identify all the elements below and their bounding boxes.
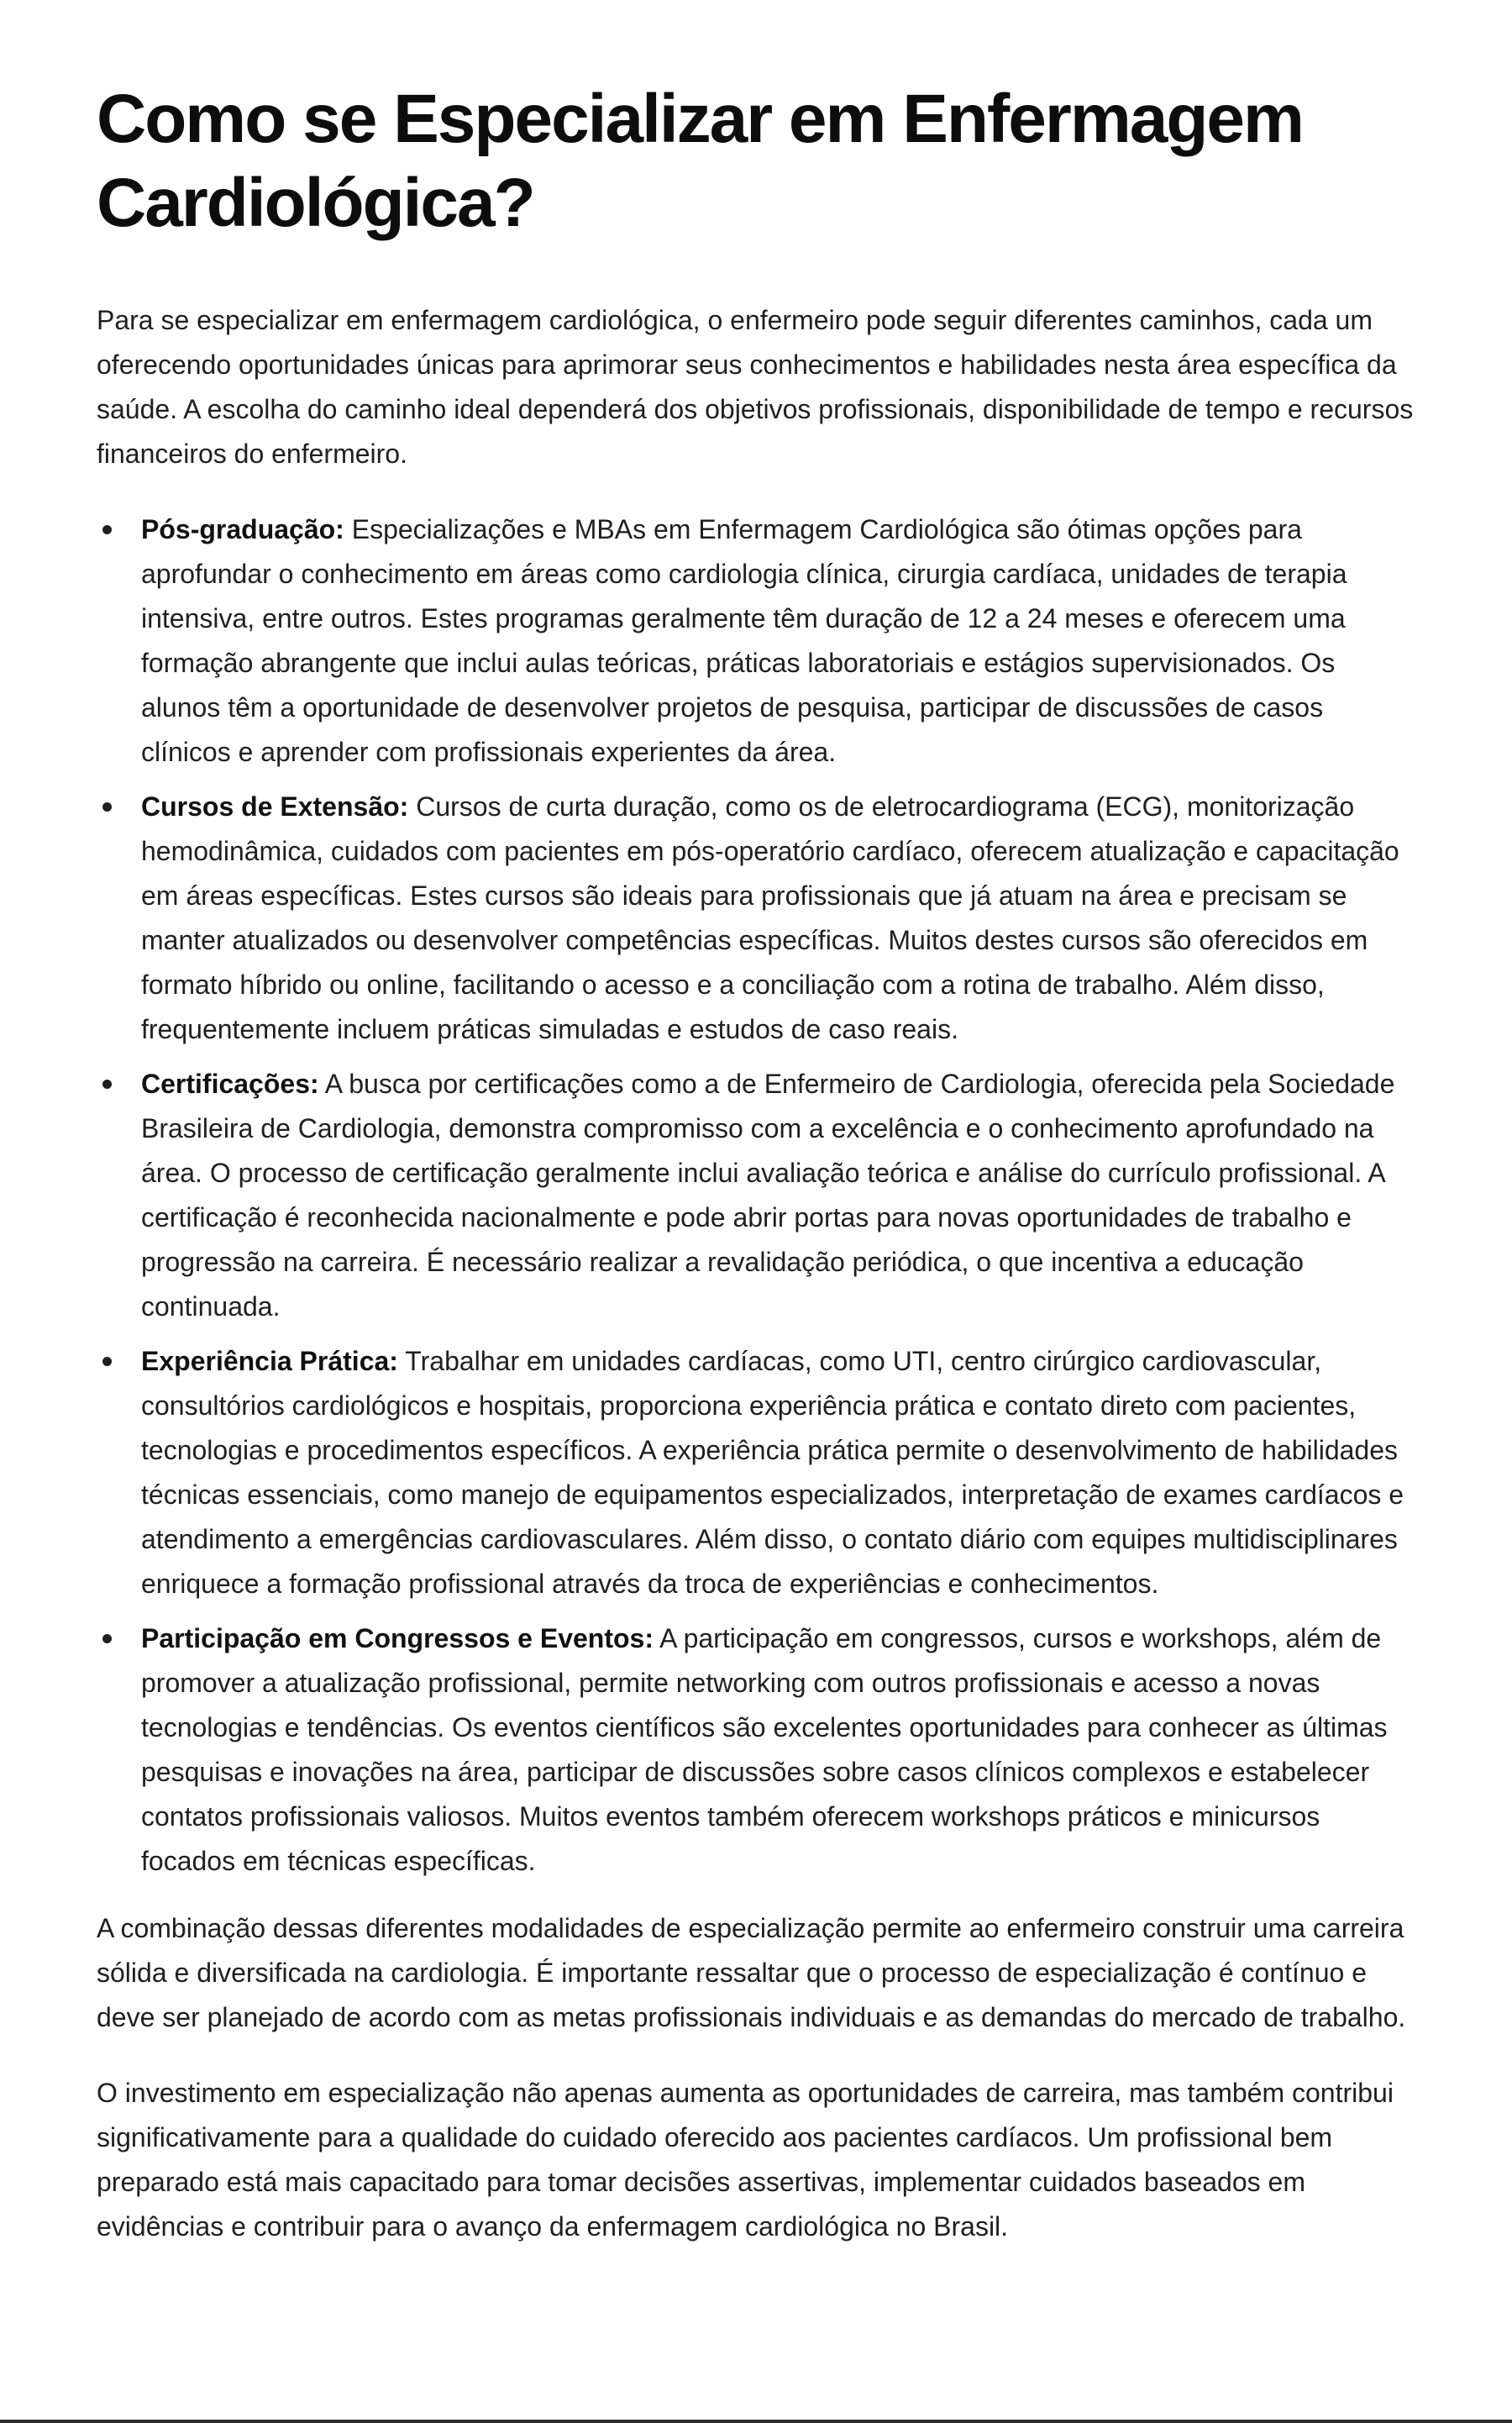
list-item <box>97 1062 1415 1329</box>
intro-paragraph: Para se especializar em enfermagem cardiológica, o enfermeiro pode seguir diferentes caminhos, cada um oferecendo oportunidades únicas para aprimorar seus conhecimentos e habilidades nesta área específica da saúde. A escolha do caminho ideal dependerá dos objetivos profissionais, disponibilidade de tempo e recursos financeiros do enfermeiro. <box>97 305 1414 469</box>
summary-paragraph: A combinação dessas diferentes modalidades de especialização permite ao enfermeiro construir uma carreira sólida e diversificada na cardiologia. É importante ressaltar que o processo de especialização é contínuo e deve ser planejado de acordo com as metas profissionais individuais e as demandas do mercado de trabalho. <box>97 1913 1406 2032</box>
list-item-term: Experiência Prática: <box>141 1346 398 1376</box>
list-item-term: Participação em Congressos e Eventos: <box>141 1623 654 1653</box>
closing-paragraph: O investimento em especialização não apenas aumenta as oportunidades de carreira, mas também contribui significativamente para a qualidade do cuidado oferecido aos pacientes cardíacos. Um profissional bem preparado está mais capacitado para tomar decisões assertivas, implementar cuidados baseados em evidências e contribuir para o avanço da enfermagem cardiológica no Brasil. <box>97 2078 1394 2242</box>
list-item-term: Certificações: <box>141 1069 319 1099</box>
specialization-list <box>97 507 1415 1884</box>
list-item-term: Cursos de Extensão: <box>141 791 409 822</box>
list-item-text: Especializações e MBAs em Enfermagem Cardiológica são ótimas opções para aprofundar o conhecimento em áreas como cardiologia clínica, cirurgia cardíaca, unidades de terapia intensiva, entre outros. Estes programas geralmente têm duração de 12 a 24 meses e oferecem uma formação abrangente que inclui aulas teóricas, práticas laboratoriais e estágios supervisionados. Os alunos têm a oportunidade de desenvolver projetos de pesquisa, participar de discussões de casos clínicos e aprender com profissionais experientes da área. <box>141 514 1347 767</box>
list-item <box>97 1339 1415 1606</box>
list-item-term: Pós-graduação: <box>141 514 344 544</box>
list-item-text: A busca por certificações como a de Enfermeiro de Cardiologia, oferecida pela Sociedade Brasileira de Cardiologia, demonstra compromisso com a excelência e o conhecimento aprofundado na área. O processo de certificação geralmente inclui avaliação teórica e análise do currículo profissional. A certificação é reconhecida nacionalmente e pode abrir portas para novas oportunidades de trabalho e progressão na carreira. É necessário realizar a revalidação periódica, o que incentiva a educação continuada. <box>141 1069 1395 1322</box>
list-item-text: A participação em congressos, cursos e workshops, além de promover a atualização profissional, permite networking com outros profissionais e acesso a novas tecnologias e tendências. Os eventos científicos são excelentes oportunidades para conhecer as últimas pesquisas e inovações na área, participar de discussões sobre casos clínicos complexos e estabelecer contatos profissionais valiosos. Muitos eventos também oferecem workshops práticos e minicursos focados em técnicas específicas. <box>141 1623 1388 1876</box>
list-item-text: Trabalhar em unidades cardíacas, como UTI, centro cirúrgico cardiovascular, consultórios cardiológicos e hospitais, proporciona experiência prática e contato direto com pacientes, tecnologias e procedimentos específicos. A experiência prática permite o desenvolvimento de habilidades técnicas essenciais, como manejo de equipamentos especializados, interpretação de exames cardíacos e atendimento a emergências cardiovasculares. Além disso, o contato diário com equipes multidisciplinares enriquece a formação profissional através da troca de experiências e conhecimentos. <box>141 1346 1404 1599</box>
bottom-divider <box>0 2420 1512 2423</box>
list-item-text: Cursos de curta duração, como os de eletrocardiograma (ECG), monitorização hemodinâmica, cuidados com pacientes em pós-operatório cardíaco, oferecem atualização e capacitação em áreas específicas. Estes cursos são ideais para profissionais que já atuam na área e precisam se manter atualizados ou desenvolver competências específicas. Muitos destes cursos são oferecidos em formato híbrido ou online, facilitando o acesso e a conciliação com a rotina de trabalho. Além disso, frequentemente incluem práticas simuladas e estudos de caso reais. <box>141 791 1399 1044</box>
list-item <box>97 507 1415 775</box>
article <box>97 77 1415 2249</box>
list-item <box>97 1616 1415 1884</box>
list-item <box>97 785 1415 1052</box>
page-title: Como se Especializar em Enfermagem Cardiológica? <box>97 81 1303 241</box>
